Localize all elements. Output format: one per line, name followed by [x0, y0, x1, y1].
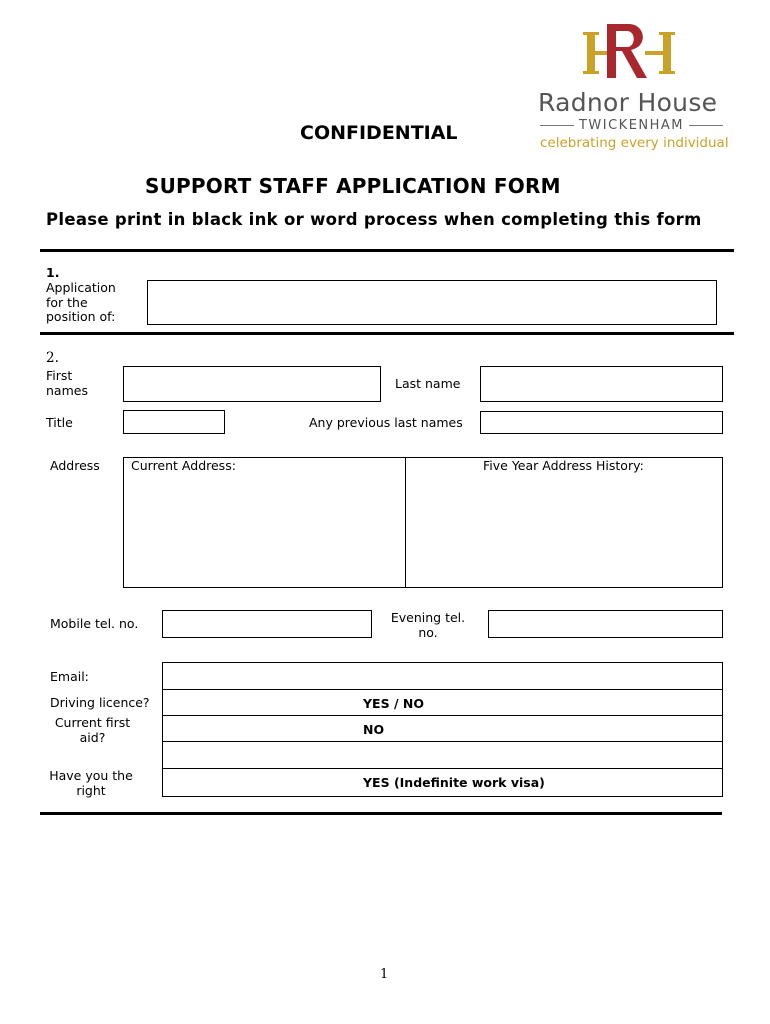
divider-bottom [40, 812, 722, 815]
first-names-label: First names [46, 368, 88, 398]
first-aid-label: Current first aid? [54, 715, 131, 745]
mobile-label: Mobile tel. no. [50, 616, 139, 631]
driving-licence-label: Driving licence? [50, 695, 150, 710]
position-label: Application for the position of: [46, 280, 116, 324]
current-address-input[interactable] [123, 457, 406, 588]
school-location-text: TWICKENHAM [578, 118, 685, 133]
form-title: SUPPORT STAFF APPLICATION FORM [145, 174, 561, 198]
first-aid-value: NO [363, 722, 385, 737]
address-label: Address [50, 458, 100, 473]
previous-last-names-label: Any previous last names [309, 415, 463, 430]
page-number: 1 [380, 967, 389, 982]
address-history-input[interactable] [405, 457, 723, 588]
right-to-work-label: Have you the right [49, 768, 133, 798]
previous-last-names-input[interactable] [480, 411, 723, 434]
school-location [540, 118, 723, 133]
driving-licence-value: YES / NO [363, 696, 424, 711]
driving-licence-input[interactable] [162, 689, 723, 716]
evening-label: Evening tel. no. [390, 610, 466, 640]
mobile-input[interactable] [162, 610, 372, 638]
school-name: Radnor House [538, 88, 718, 117]
blank-row-input[interactable] [162, 741, 723, 769]
hrh-monogram-logo [583, 20, 679, 86]
current-address-label: Current Address: [131, 458, 236, 473]
title-input[interactable] [123, 410, 225, 434]
instruction-text: Please print in black ink or word process when completing this form [46, 210, 702, 229]
position-input[interactable] [147, 280, 717, 325]
confidential-heading: CONFIDENTIAL [300, 122, 458, 144]
last-name-label: Last name [395, 376, 461, 391]
address-history-label: Five Year Address History: [483, 458, 644, 473]
first-names-input[interactable] [123, 366, 381, 402]
divider-section-2 [40, 332, 734, 335]
title-label: Title [46, 415, 73, 430]
email-label: Email: [50, 669, 89, 684]
evening-input[interactable] [488, 610, 723, 638]
right-to-work-value: YES (Indefinite work visa) [363, 775, 545, 790]
first-aid-input[interactable] [162, 715, 723, 742]
section-1-number: 1. [46, 265, 60, 280]
divider-top [40, 249, 734, 252]
email-input[interactable] [162, 662, 723, 690]
section-2-number: 2. [46, 350, 59, 366]
last-name-input[interactable] [480, 366, 723, 402]
school-tagline: celebrating every individual [540, 135, 729, 151]
